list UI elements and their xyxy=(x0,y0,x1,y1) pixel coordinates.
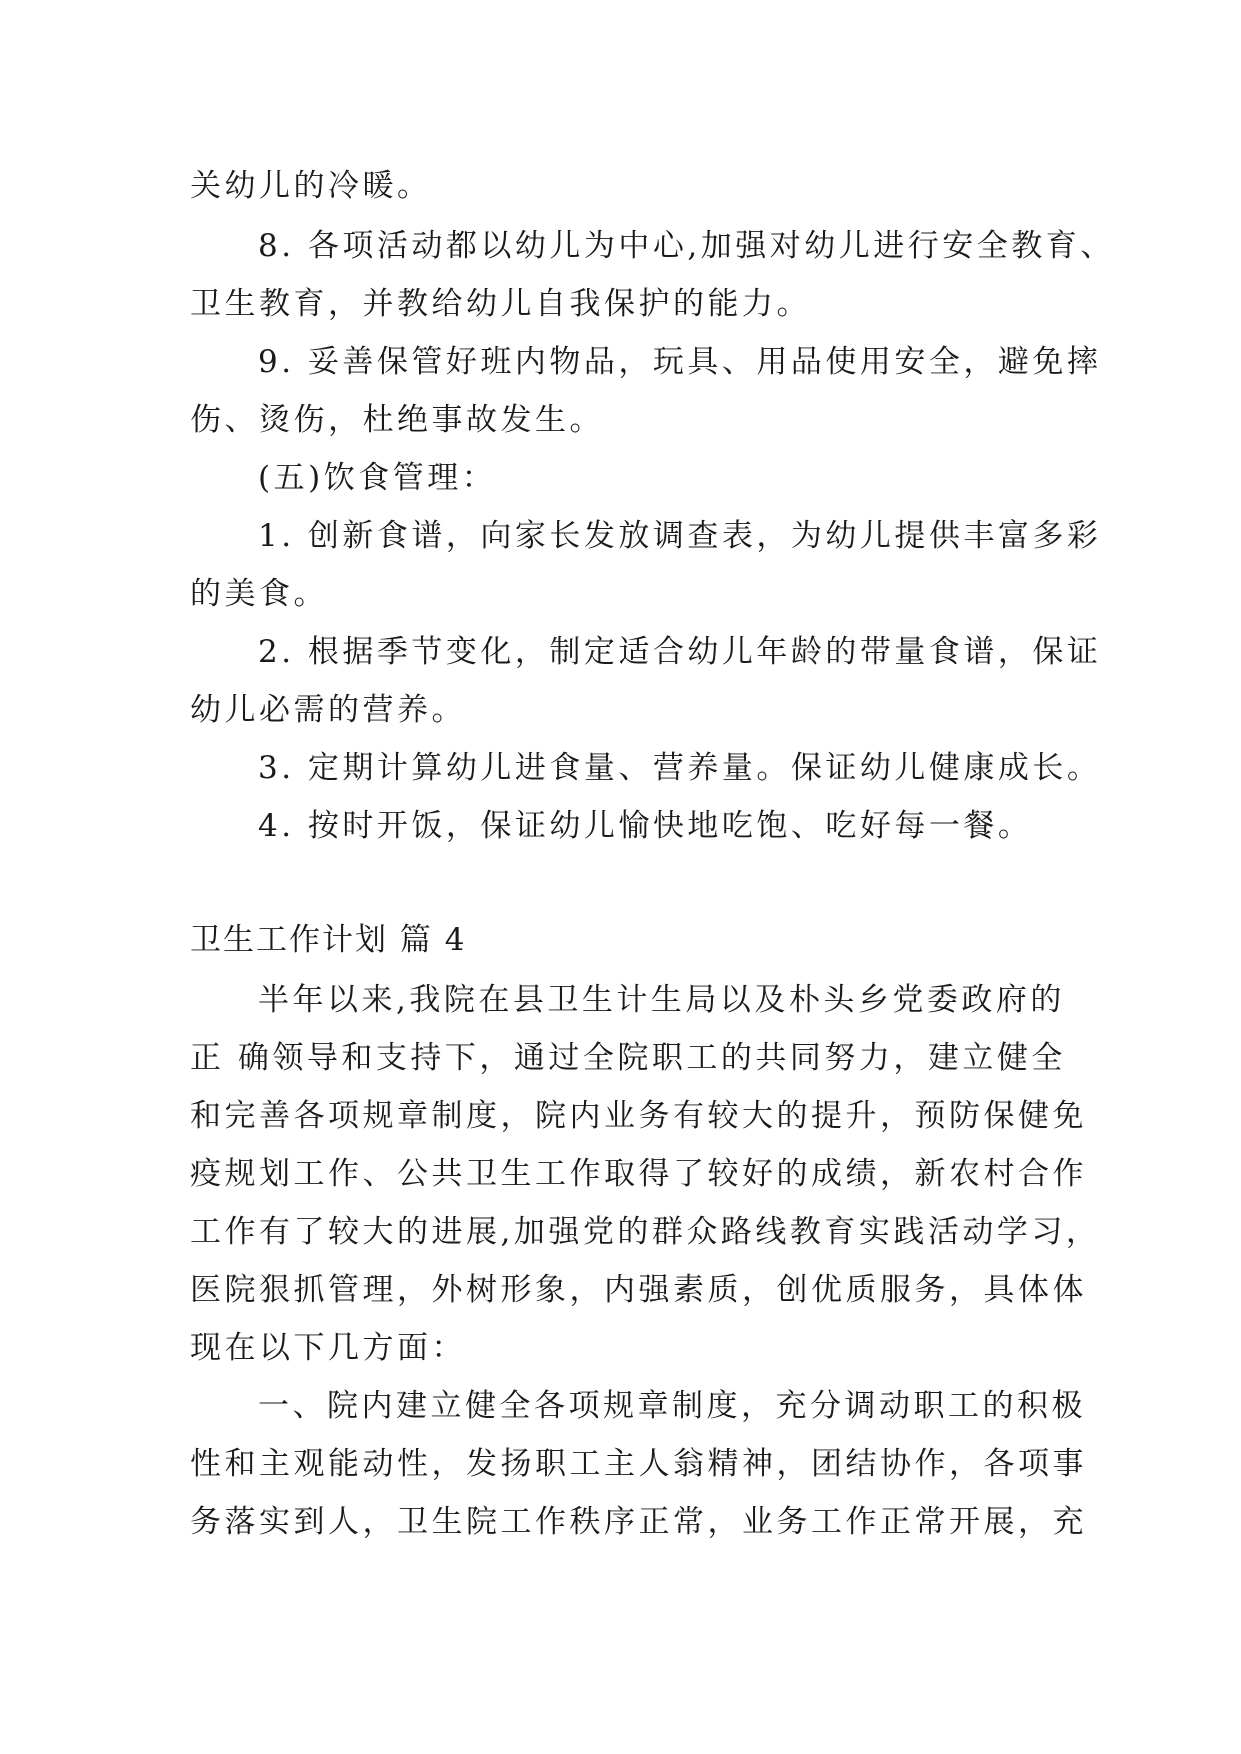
text-line: 的美食。 xyxy=(190,576,328,612)
text-line: 1. 创新食谱，向家长发放调查表，为幼儿提供丰富多彩 xyxy=(258,518,1102,554)
text-line: 3. 定期计算幼儿进食量、营养量。保证幼儿健康成长。 xyxy=(258,750,1102,786)
text-line: 一、院内建立健全各项规章制度，充分调动职工的积极 xyxy=(258,1388,1086,1424)
text-line: 9. 妥善保管好班内物品，玩具、用品使用安全，避免摔 xyxy=(258,344,1102,380)
text-line: 正 确领导和支持下，通过全院职工的共同努力，建立健全 xyxy=(190,1040,1066,1076)
text-line: 2. 根据季节变化，制定适合幼儿年龄的带量食谱，保证 xyxy=(258,634,1102,670)
text-line: 伤、烫伤，杜绝事故发生。 xyxy=(190,402,604,438)
text-line: 工作有了较大的进展,加强党的群众路线教育实践活动学习， xyxy=(190,1214,1101,1250)
text-line: 关幼儿的冷暖。 xyxy=(190,168,432,204)
text-line: 4. 按时开饭，保证幼儿愉快地吃饱、吃好每一餐。 xyxy=(258,808,1033,844)
text-line: 疫规划工作、公共卫生工作取得了较好的成绩，新农村合作 xyxy=(190,1156,1087,1192)
text-line: 和完善各项规章制度，院内业务有较大的提升，预防保健免 xyxy=(190,1098,1087,1134)
text-line: 8. 各项活动都以幼儿为中心,加强对幼儿进行安全教育、 xyxy=(258,228,1115,264)
text-line: 现在以下几方面： xyxy=(190,1330,466,1366)
text-line: 卫生教育，并教给幼儿自我保护的能力。 xyxy=(190,286,811,322)
text-line: 幼儿必需的营养。 xyxy=(190,692,466,728)
text-line: 半年以来,我院在县卫生计生局以及朴头乡党委政府的 xyxy=(258,982,1065,1018)
article-title: 卫生工作计划 篇 4 xyxy=(190,922,467,958)
text-line: 性和主观能动性，发扬职工主人翁精神，团结协作，各项事 xyxy=(190,1446,1087,1482)
section-heading: (五)饮食管理： xyxy=(258,460,497,496)
text-line: 医院狠抓管理，外树形象，内强素质，创优质服务，具体体 xyxy=(190,1272,1087,1308)
text-line: 务落实到人，卫生院工作秩序正常，业务工作正常开展，充 xyxy=(190,1504,1087,1540)
